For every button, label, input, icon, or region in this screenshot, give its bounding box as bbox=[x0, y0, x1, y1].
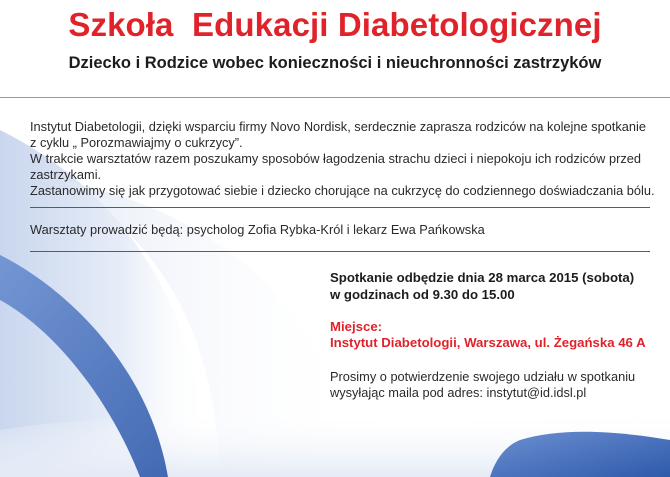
place-address: Instytut Diabetologii, Warszawa, ul. Żegańska 46 A bbox=[330, 335, 646, 350]
intro-paragraph-2: W trakcie warsztatów razem poszukamy sposobów łagodzenia strachu dzieci i niepokoju ich rodziców przed zastrzykami. bbox=[30, 151, 641, 182]
meeting-date: Spotkanie odbędzie dnia 28 marca 2015 (sobota) bbox=[330, 270, 635, 285]
intro-text bbox=[30, 119, 655, 199]
red-divider-top bbox=[30, 207, 650, 208]
place-label: Miejsce: bbox=[330, 319, 383, 334]
page-subtitle: Dziecko i Rodzice wobec konieczności i nieuchronności zastrzyków bbox=[68, 54, 602, 72]
meeting-hours: w godzinach od 9.30 do 15.00 bbox=[330, 286, 515, 302]
intro-paragraph-1: Instytut Diabetologii, dzięki wsparciu firmy Novo Nordisk, serdecznie zaprasza rodziców na kolejne spotkanie z cyklu „ Porozmawiajmy o cukrzycy”. bbox=[30, 119, 646, 150]
confirmation-line-1: Prosimy o potwierdzenie swojego udziału w spotkaniu bbox=[330, 369, 636, 384]
page-title: Szkoła Edukacji Diabetologicznej bbox=[68, 6, 602, 43]
meeting-info bbox=[330, 270, 634, 303]
red-divider-bottom bbox=[30, 251, 650, 252]
workshop-leaders: Warsztaty prowadzić będą: psycholog Zofia Rybka-Król i lekarz Ewa Pańkowska bbox=[30, 222, 485, 237]
confirmation-line-2: wysyłając maila pod adres: instytut@id.idsl.pl bbox=[330, 385, 587, 400]
confirmation-info bbox=[330, 369, 635, 401]
header-divider bbox=[0, 97, 670, 98]
intro-paragraph-3: Zastanowimy się jak przygotować siebie i dziecko chorujące na cukrzycę do codziennego doświadczania bólu. bbox=[30, 183, 655, 198]
